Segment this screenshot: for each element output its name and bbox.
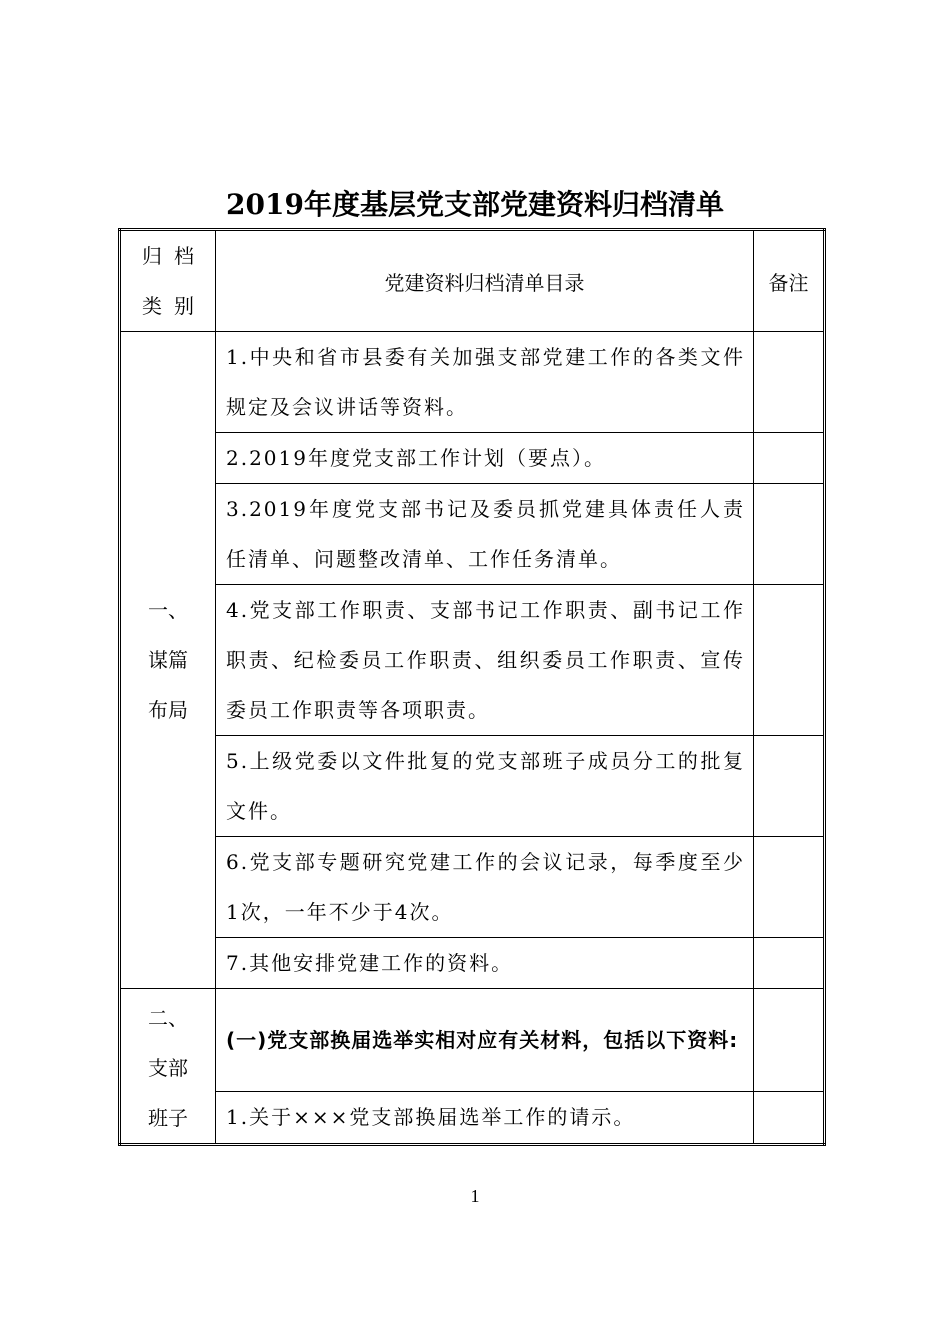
list-item: 5.上级党委以文件批复的党支部班子成员分工的批复文件。 bbox=[216, 736, 754, 837]
table-row bbox=[120, 332, 825, 433]
list-item: 7.其他安排党建工作的资料。 bbox=[216, 938, 754, 989]
list-item: 1.关于×××党支部换届选举工作的请示。 bbox=[216, 1091, 754, 1144]
note-cell bbox=[754, 433, 825, 484]
list-item: 6.党支部专题研究党建工作的会议记录，每季度至少1次，一年不少于4次。 bbox=[216, 837, 754, 938]
note-cell bbox=[754, 736, 825, 837]
table-row bbox=[120, 989, 825, 1092]
table-row bbox=[120, 433, 825, 484]
table-header-row bbox=[120, 230, 825, 332]
section2-heading: (一)党支部换届选举实相对应有关材料，包括以下资料: bbox=[216, 989, 754, 1092]
page-number: 1 bbox=[470, 1186, 480, 1206]
table-row bbox=[120, 1091, 825, 1144]
header-category-line2: 类别 bbox=[142, 294, 206, 318]
table-row bbox=[120, 484, 825, 585]
note-cell bbox=[754, 484, 825, 585]
note-cell bbox=[754, 585, 825, 736]
note-cell bbox=[754, 332, 825, 433]
table-row bbox=[120, 837, 825, 938]
archive-checklist-table bbox=[118, 228, 826, 1146]
note-cell bbox=[754, 989, 825, 1092]
note-cell bbox=[754, 837, 825, 938]
header-note: 备注 bbox=[754, 230, 825, 332]
list-item: 3.2019年度党支部书记及委员抓党建具体责任人责任清单、问题整改清单、工作任务清单。 bbox=[216, 484, 754, 585]
note-cell bbox=[754, 1091, 825, 1144]
page-title: 2019年度基层党支部党建资料归档清单 bbox=[226, 188, 724, 221]
section2-category bbox=[120, 989, 216, 1145]
list-item: 1.中央和省市县委有关加强支部党建工作的各类文件规定及会议讲话等资料。 bbox=[216, 332, 754, 433]
table-row bbox=[120, 736, 825, 837]
section1-label-line2: 谋篇 bbox=[148, 648, 188, 672]
section1-label-line3: 布局 bbox=[148, 698, 188, 722]
header-category bbox=[120, 230, 216, 332]
section2-label-line2: 支部 bbox=[148, 1056, 188, 1080]
section1-category bbox=[120, 332, 216, 989]
table-row bbox=[120, 585, 825, 736]
note-cell bbox=[754, 938, 825, 989]
section2-label-line3: 班子 bbox=[148, 1106, 188, 1130]
list-item: 2.2019年度党支部工作计划（要点）。 bbox=[216, 433, 754, 484]
header-directory: 党建资料归档清单目录 bbox=[216, 230, 754, 332]
section2-label-line1: 二、 bbox=[148, 1006, 188, 1030]
table-row bbox=[120, 938, 825, 989]
list-item: 4.党支部工作职责、支部书记工作职责、副书记工作职责、纪检委员工作职责、组织委员工作职责、宣传委员工作职责等各项职责。 bbox=[216, 585, 754, 736]
section1-label-line1: 一、 bbox=[148, 598, 188, 622]
header-category-line1: 归档 bbox=[142, 244, 206, 268]
